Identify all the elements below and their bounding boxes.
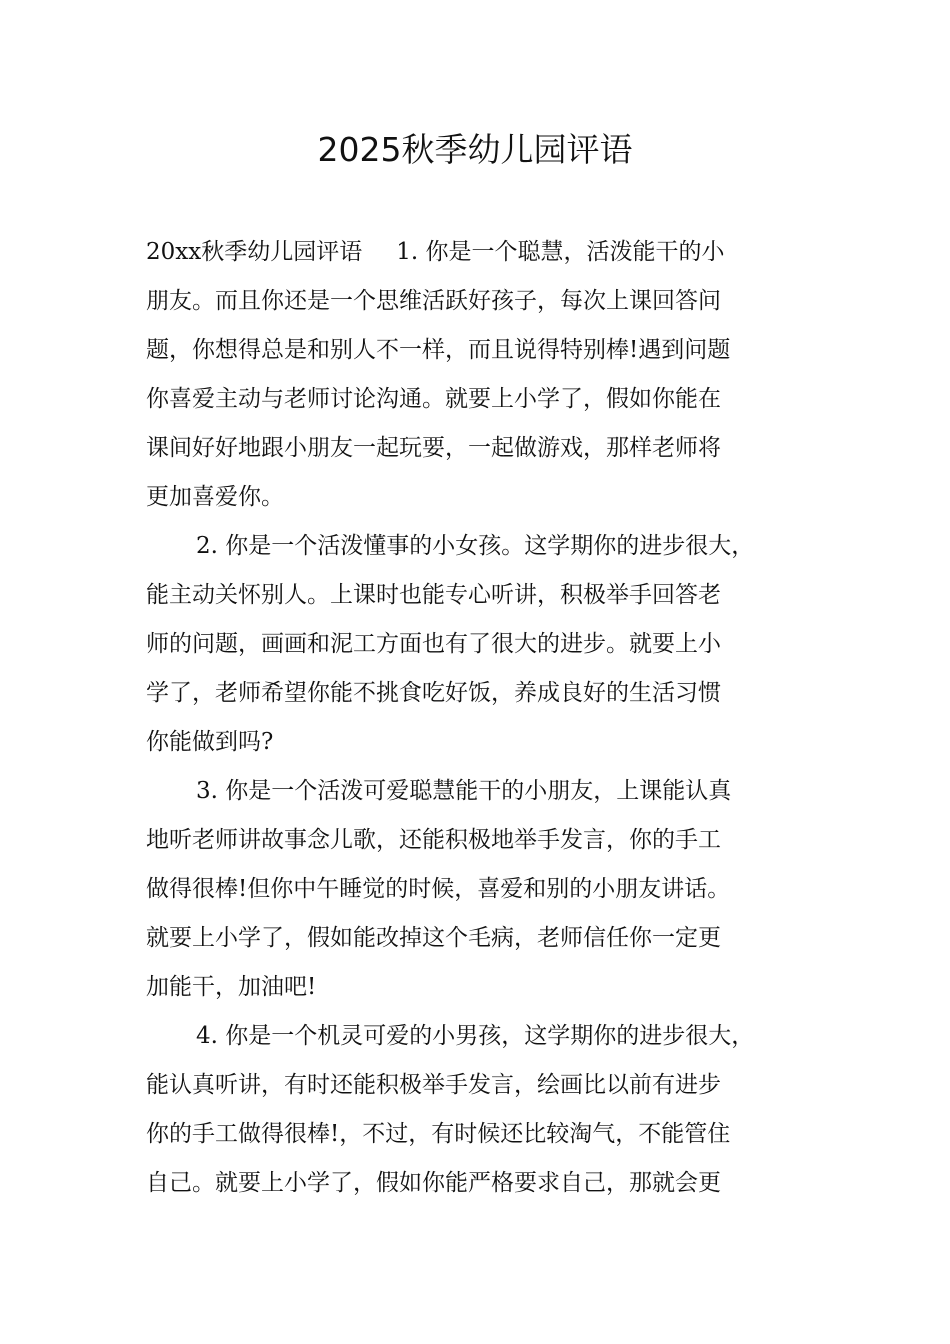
text-line: 课间好好地跟小朋友一起玩要，一起做游戏，那样老师将 [146, 435, 721, 461]
text-line: 学了，老师希望你能不挑食吃好饭，养成良好的生活习惯 [146, 680, 721, 706]
text-line [146, 228, 810, 277]
document-title: 2025秋季幼儿园评语 [317, 130, 633, 169]
text-line: 你喜爱主动与老师讨论沟通。就要上小学了，假如你能在 [146, 386, 721, 412]
text-line: 加能干，加油吧! [146, 974, 317, 1000]
text-line: 2. 你是一个活泼懂事的小女孩。这学期你的进步很大， [196, 533, 755, 559]
text-line: 3. 你是一个活泼可爱聪慧能干的小朋友，上课能认真 [196, 778, 732, 804]
text-line: 地听老师讲故事念儿歌，还能积极地举手发言，你的手工 [146, 827, 721, 853]
text-line: 能认真听讲，有时还能积极举手发言，绘画比以前有进步 [146, 1072, 721, 1098]
text-line: 就要上小学了，假如能改掉这个毛病，老师信任你一定更 [146, 925, 721, 951]
text-line: 更加喜爱你。 [146, 484, 284, 510]
text-line: 你能做到吗? [146, 729, 274, 755]
text-segment: 20xx秋季幼儿园评语 [146, 239, 363, 265]
text-line: 题，你想得总是和别人不一样，而且说得特别棒!遇到问题 [146, 337, 731, 363]
text-segment: 1. 你是一个聪慧，活泼能干的小 [396, 239, 725, 265]
document-body [146, 228, 810, 1208]
text-line: 自己。就要上小学了，假如你能严格要求自己，那就会更 [146, 1170, 721, 1196]
text-line: 4. 你是一个机灵可爱的小男孩，这学期你的进步很大， [196, 1023, 755, 1049]
text-line: 朋友。而且你还是一个思维活跃好孩子，每次上课回答问 [146, 288, 721, 314]
text-line: 师的问题，画画和泥工方面也有了很大的进步。就要上小 [146, 631, 721, 657]
text-line: 你的手工做得很棒!，不过，有时候还比较淘气，不能管住 [146, 1121, 731, 1147]
text-line: 能主动关怀别人。上课时也能专心听讲，积极举手回答老 [146, 582, 721, 608]
text-line: 做得很棒!但你中午睡觉的时候，喜爱和别的小朋友讲话。 [146, 876, 731, 902]
